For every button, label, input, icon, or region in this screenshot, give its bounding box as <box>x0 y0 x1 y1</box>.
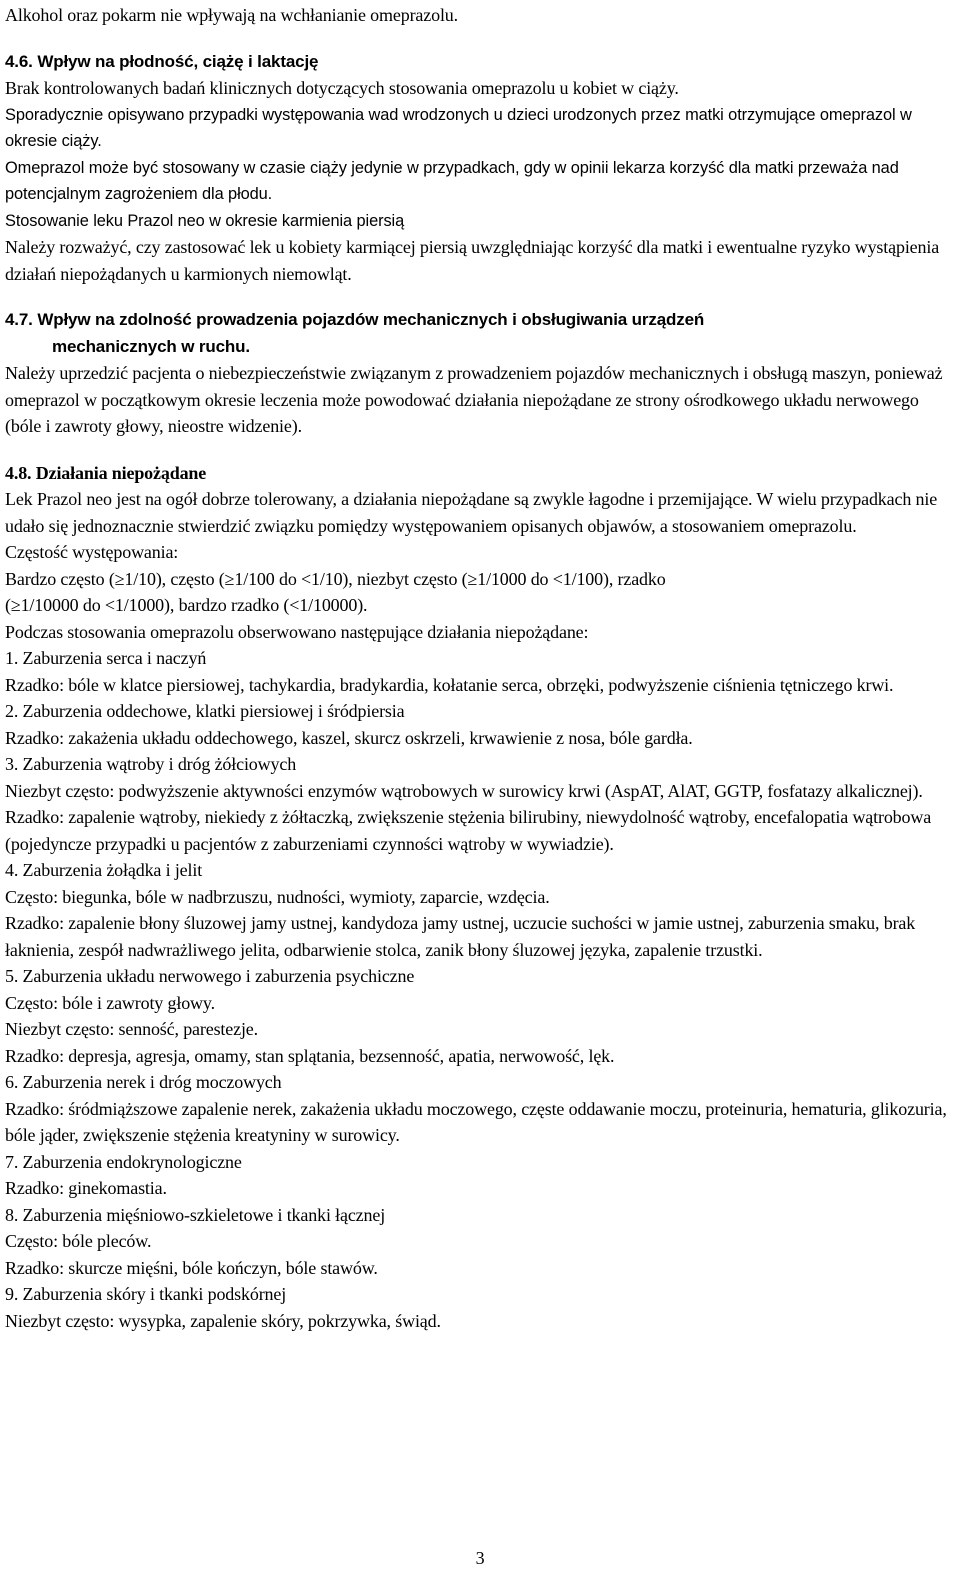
section-4-8-intro: Lek Prazol neo jest na ogół dobrze tolerowany, a działania niepożądane są zwykle łagodne i przemijające. W wielu przypadkach nie udało się jednoznacznie stwierdzić związku pomiędzy występowaniem opisanych objawów, a stosowaniem omeprazolu. <box>5 489 938 536</box>
alcohol-note: Alkohol oraz pokarm nie wpływają na wchłanianie omeprazolu. <box>5 5 458 25</box>
section-4-6-heading <box>5 49 956 76</box>
observed-intro: Podczas stosowania omeprazolu obserwowano następujące działania niepożądane: <box>5 621 589 642</box>
section-number: 4.6. <box>5 51 33 71</box>
section-4-8-heading <box>5 460 956 487</box>
frequency-line-2: (≥1/10000 do <1/1000), bardzo rzadko (<1/10000). <box>5 595 368 615</box>
list-item-title: 4. Zaburzenia żołądka i jelit <box>5 860 203 880</box>
list-item-line: Rzadko: zapalenie błony śluzowej jamy ustnej, kandydoza jamy ustnej, uczucie suchości w jamie ustnej, zaburzenia smaku, brak łaknienia, zespół nadwrażliwego jelita, odbarwienie stolca, zanik błony śluzowej języka, zapalenie trzustki. <box>5 913 916 960</box>
list-item-title: 1. Zaburzenia serca i naczyń <box>5 648 207 668</box>
section-4-6-p2: Sporadycznie opisywano przypadki występowania wad wrodzonych u dzieci urodzonych przez matki otrzymujące omeprazol w okresie ciąży. <box>5 105 912 150</box>
list-item-title: 5. Zaburzenia układu nerwowego i zaburzenia psychiczne <box>5 966 415 986</box>
section-4-7-heading-cont: mechanicznych w ruchu. <box>52 336 250 356</box>
section-title: Działania niepożądane <box>35 462 207 483</box>
section-4-6-p5: Należy rozważyć, czy zastosować lek u kobiety karmiącej piersią uwzględniając korzyść dla matki i ewentualne ryzyko wystąpienia działań niepożądanych u karmionych niemowląt. <box>5 237 940 284</box>
section-4-6-p1: Brak kontrolowanych badań klinicznych dotyczących stosowania omeprazolu u kobiet w ciąży. <box>5 78 679 98</box>
section-number: 4.8. <box>5 462 32 483</box>
section-title: Wpływ na zdolność prowadzenia pojazdów mechanicznych i obsługiwania urządzeń <box>37 310 705 329</box>
list-item-title: 2. Zaburzenia oddechowe, klatki piersiowej i śródpiersia <box>5 701 405 721</box>
list-item-title: 8. Zaburzenia mięśniowo-szkieletowe i tkanki łącznej <box>5 1204 386 1225</box>
list-item-line: Rzadko: ginekomastia. <box>5 1178 167 1198</box>
section-title: Wpływ na płodność, ciążę i laktację <box>37 51 319 71</box>
list-item-line: Często: bóle i zawroty głowy. <box>5 992 215 1013</box>
section-4-7-heading <box>5 307 956 334</box>
page-number: 3 <box>475 1548 485 1568</box>
list-item-line: Rzadko: zakażenia układu oddechowego, kaszel, skurcz oskrzeli, krwawienie z nosa, bóle gardła. <box>5 727 693 748</box>
section-4-6-p4: Stosowanie leku Prazol neo w okresie karmienia piersią <box>5 211 405 230</box>
list-item-line: Niezbyt często: wysypka, zapalenie skóry, pokrzywka, świąd. <box>5 1310 441 1331</box>
frequency-line-1: Bardzo często (≥1/10), często (≥1/100 do <1/10), niezbyt często (≥1/1000 do <1/100), rzadko <box>5 568 666 589</box>
list-item-title: 7. Zaburzenia endokrynologiczne <box>5 1151 242 1172</box>
list-item-line: Rzadko: bóle w klatce piersiowej, tachykardia, bradykardia, kołatanie serca, obrzęki, podwyższenie ciśnienia tętniczego krwi. <box>5 674 894 695</box>
list-item-line: Niezbyt często: senność, parestezje. <box>5 1019 258 1039</box>
list-item-line: Rzadko: zapalenie wątroby, niekiedy z żółtaczką, zwiększenie stężenia bilirubiny, niewydolność wątroby, encefalopatia wątrobowa (pojedyncze przypadki u pacjentów z zaburzeniami czynności wątroby w wywiadzie). <box>5 807 932 854</box>
list-item-title: 3. Zaburzenia wątroby i dróg żółciowych <box>5 754 297 774</box>
list-item-line: Często: bóle pleców. <box>5 1231 152 1251</box>
section-4-7-p1: Należy uprzedzić pacjenta o niebezpieczeństwie związanym z prowadzeniem pojazdów mechanicznych i obsługą maszyn, ponieważ omeprazol w początkowym okresie leczenia może powodować działania niepożądane ze strony ośrodkowego układu nerwowego (bóle i zawroty głowy, nieostre widzenie). <box>5 363 943 436</box>
frequency-label: Częstość występowania: <box>5 542 179 562</box>
list-item-line: Rzadko: depresja, agresja, omamy, stan splątania, bezsenność, apatia, nerwowość, lęk. <box>5 1045 615 1066</box>
list-item-title: 6. Zaburzenia nerek i dróg moczowych <box>5 1072 282 1092</box>
list-item-line: Często: biegunka, bóle w nadbrzuszu, nudności, wymioty, zaparcie, wzdęcia. <box>5 886 550 907</box>
section-number: 4.7. <box>5 310 33 329</box>
list-item-line: Rzadko: śródmiąższowe zapalenie nerek, zakażenia układu moczowego, częste oddawanie moczu, proteinuria, hematuria, glikozuria, bóle jąder, zwiększenie stężenia kreatyniny w surowicy. <box>5 1098 947 1145</box>
list-item-line: Niezbyt często: podwyższenie aktywności enzymów wątrobowych w surowicy krwi (AspAT, AlAT, GGTP, fosfatazy alkalicznej). <box>5 780 923 801</box>
list-item-line: Rzadko: skurcze mięśni, bóle kończyn, bóle stawów. <box>5 1257 378 1278</box>
section-4-6-p3: Omeprazol może być stosowany w czasie ciąży jedynie w przypadkach, gdy w opinii lekarza korzyść dla matki przeważa nad potencjalnym zagrożeniem dla płodu. <box>5 158 899 203</box>
adverse-effects-list <box>5 645 956 1334</box>
list-item-title: 9. Zaburzenia skóry i tkanki podskórnej <box>5 1284 287 1304</box>
